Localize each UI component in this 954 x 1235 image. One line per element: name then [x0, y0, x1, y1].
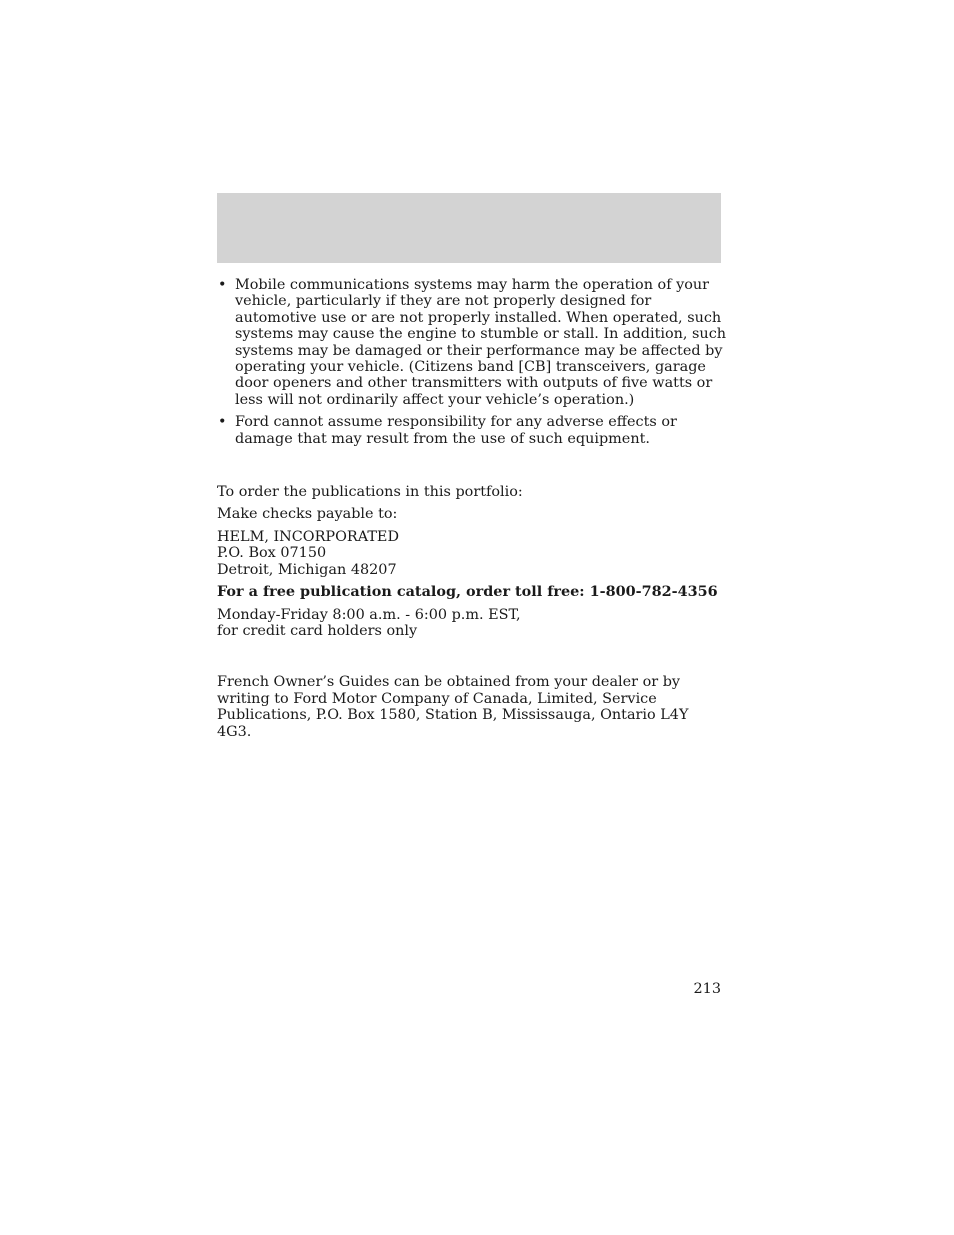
page-number: 213: [693, 981, 721, 997]
address-line: P.O. Box 07150: [217, 545, 327, 562]
bullet-item: [217, 277, 727, 408]
catalog-phone-line: For a free publication catalog, order toll free: 1-800-782-4356: [217, 583, 718, 601]
mailing-address: [217, 529, 727, 578]
bullet-icon: •: [218, 414, 227, 431]
address-line: HELM, INCORPORATED: [217, 528, 399, 545]
section-header-band: [217, 193, 721, 263]
order-intro: To order the publications in this portfolio:: [217, 484, 523, 501]
hours-line: for credit card holders only: [217, 622, 418, 639]
address-line: Detroit, Michigan 48207: [217, 561, 397, 578]
bullet-item: [217, 414, 727, 447]
bullet-text: Ford cannot assume responsibility for any adverse effects or damage that may result from the use of such equipment.: [235, 414, 677, 447]
business-hours: [217, 607, 727, 640]
hours-line: Monday-Friday 8:00 a.m. - 6:00 p.m. EST,: [217, 606, 521, 623]
bullet-list: [217, 277, 727, 447]
bullet-icon: •: [218, 277, 227, 293]
french-guides-paragraph: French Owner’s Guides can be obtained from your dealer or by writing to Ford Motor Company of Canada, Limited, Service Publications, P.O. Box 1580, Station B, Mississauga, Ontario L4Y 4G3.: [217, 674, 689, 740]
page-content: [217, 277, 727, 740]
bullet-text: Mobile communications systems may harm the operation of your vehicle, particularly if they are not properly designed for automotive use or are not properly installed. When operated, such systems may cause the engine to stumble or stall. In addition, such systems may be damaged or their performance may be affected by operating your vehicle. (Citizens band [CB] transceivers, garage door openers and other transmitters with outputs of five watts or less will not ordinarily affect your vehicle’s operation.): [235, 277, 727, 408]
checks-payable: Make checks payable to:: [217, 506, 398, 523]
